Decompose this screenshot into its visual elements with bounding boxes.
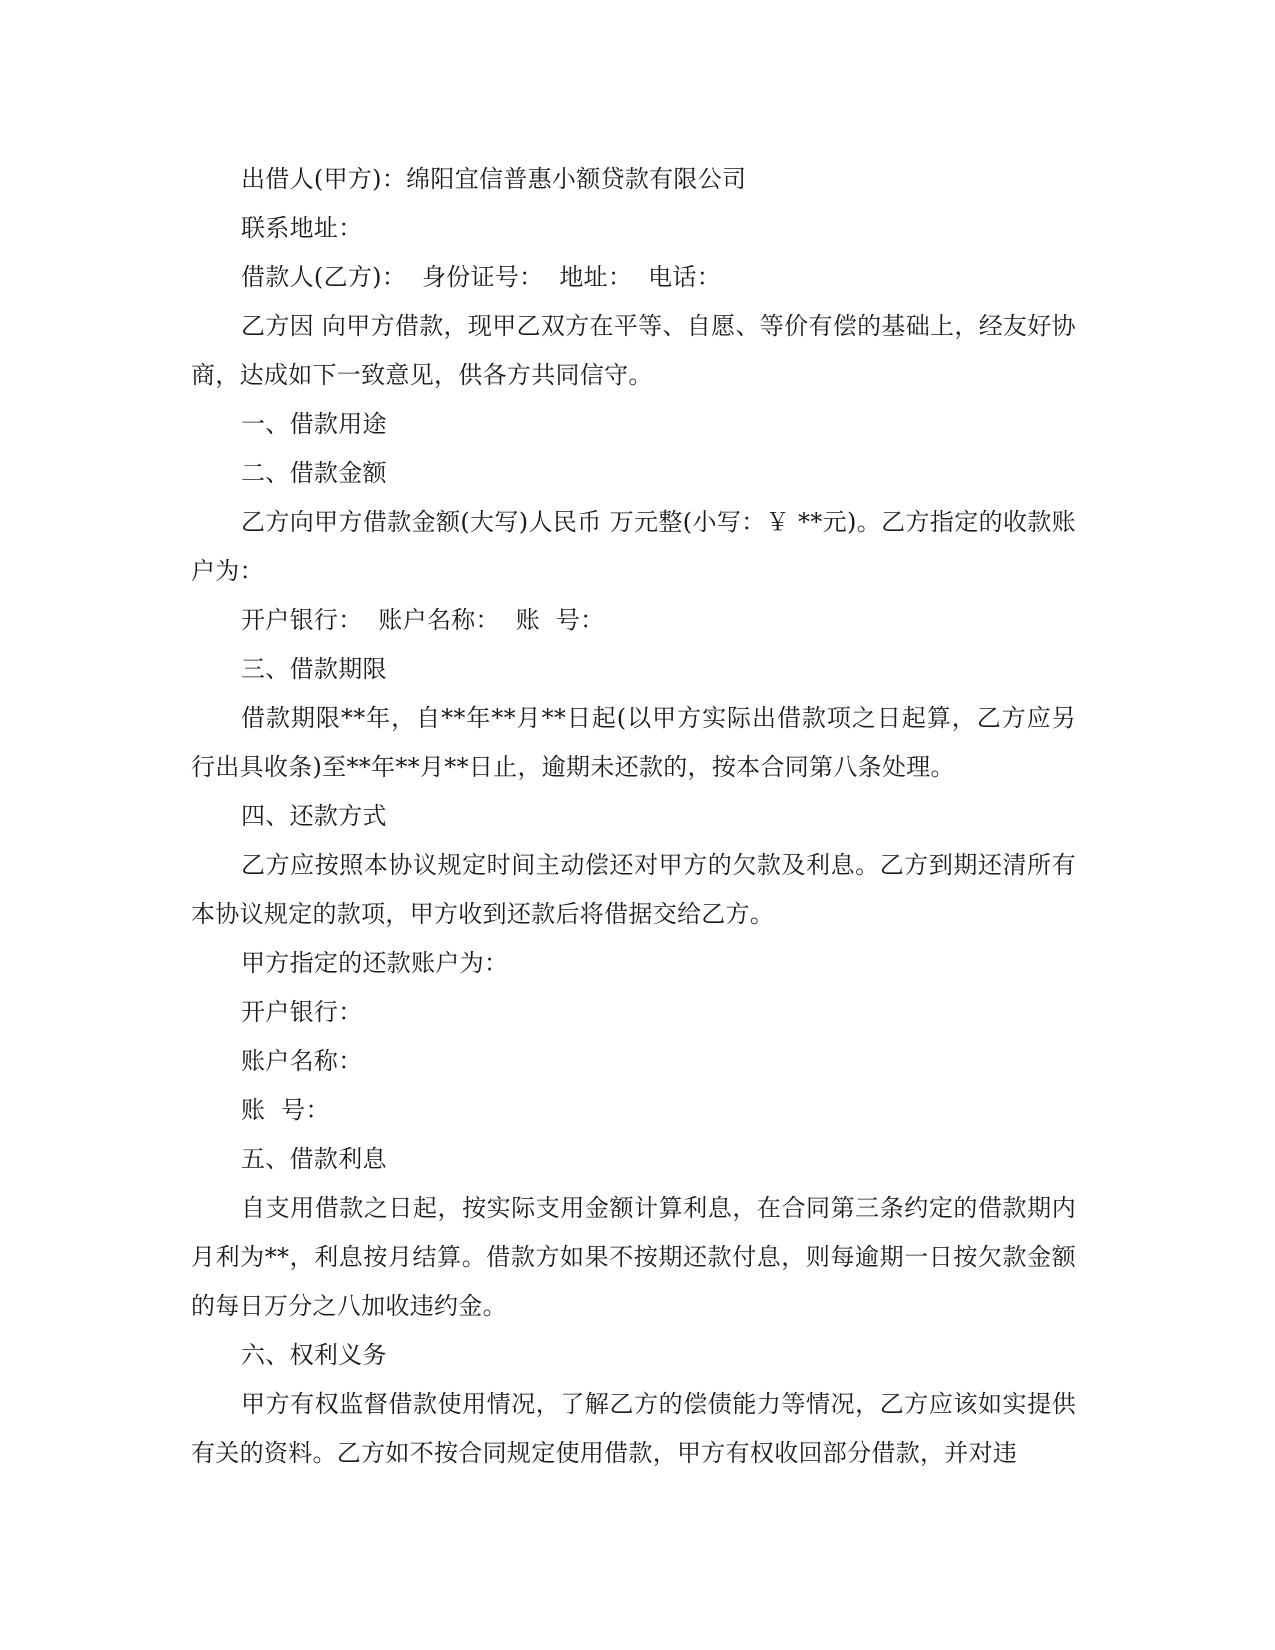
document-body — [191, 155, 1076, 1478]
term-paragraph: 借款期限**年，自**年**月**日起(以甲方实际出借款项之日起算，乙方应另行出具收条)至**年**月**日止，逾期未还款的，按本合同第八条处理。 — [191, 704, 1076, 781]
interest-paragraph: 自支用借款之日起，按实际支用金额计算利息，在合同第三条约定的借款期内月利为**，利息按月结算。借款方如果不按期还款付息，则每逾期一日按欠款金额的每日万分之八加收违约金。 — [191, 1194, 1076, 1320]
repayment-account-number-line: 账 号： — [241, 1096, 330, 1124]
section-heading-amount: 二、借款金额 — [241, 459, 387, 487]
section-heading-term: 三、借款期限 — [241, 655, 387, 683]
section-heading-purpose: 一、借款用途 — [241, 410, 387, 438]
amount-paragraph: 乙方向甲方借款金额(大写)人民币 万元整(小写：￥ **元)。乙方指定的收款账户为： — [191, 508, 1076, 585]
section-heading-rights: 六、权利义务 — [241, 1341, 387, 1369]
repayment-account-intro: 甲方指定的还款账户为： — [241, 949, 509, 977]
preamble-paragraph: 乙方因 向甲方借款，现甲乙双方在平等、自愿、等价有偿的基础上，经友好协商，达成如下一致意见，供各方共同信守。 — [191, 312, 1076, 389]
repayment-paragraph: 乙方应按照本协议规定时间主动偿还对甲方的欠款及利息。乙方到期还清所有本协议规定的款项，甲方收到还款后将借据交给乙方。 — [191, 851, 1076, 928]
contact-address-line: 联系地址： — [241, 214, 363, 242]
receiving-account-line: 开户银行： 账户名称： 账 号： — [241, 606, 605, 634]
section-heading-interest: 五、借款利息 — [241, 1145, 387, 1173]
lender-line: 出借人(甲方)：绵阳宜信普惠小额贷款有限公司 — [241, 165, 747, 193]
repayment-account-name-line: 账户名称： — [241, 1047, 363, 1075]
rights-paragraph: 甲方有权监督借款使用情况，了解乙方的偿债能力等情况，乙方应该如实提供有关的资料。乙方如不按合同规定使用借款，甲方有权收回部分借款，并对违 — [191, 1390, 1076, 1467]
section-heading-repayment: 四、还款方式 — [241, 802, 387, 830]
repayment-bank-line: 开户银行： — [241, 998, 363, 1026]
borrower-line: 借款人(乙方)： 身份证号： 地址： 电话： — [241, 263, 721, 291]
